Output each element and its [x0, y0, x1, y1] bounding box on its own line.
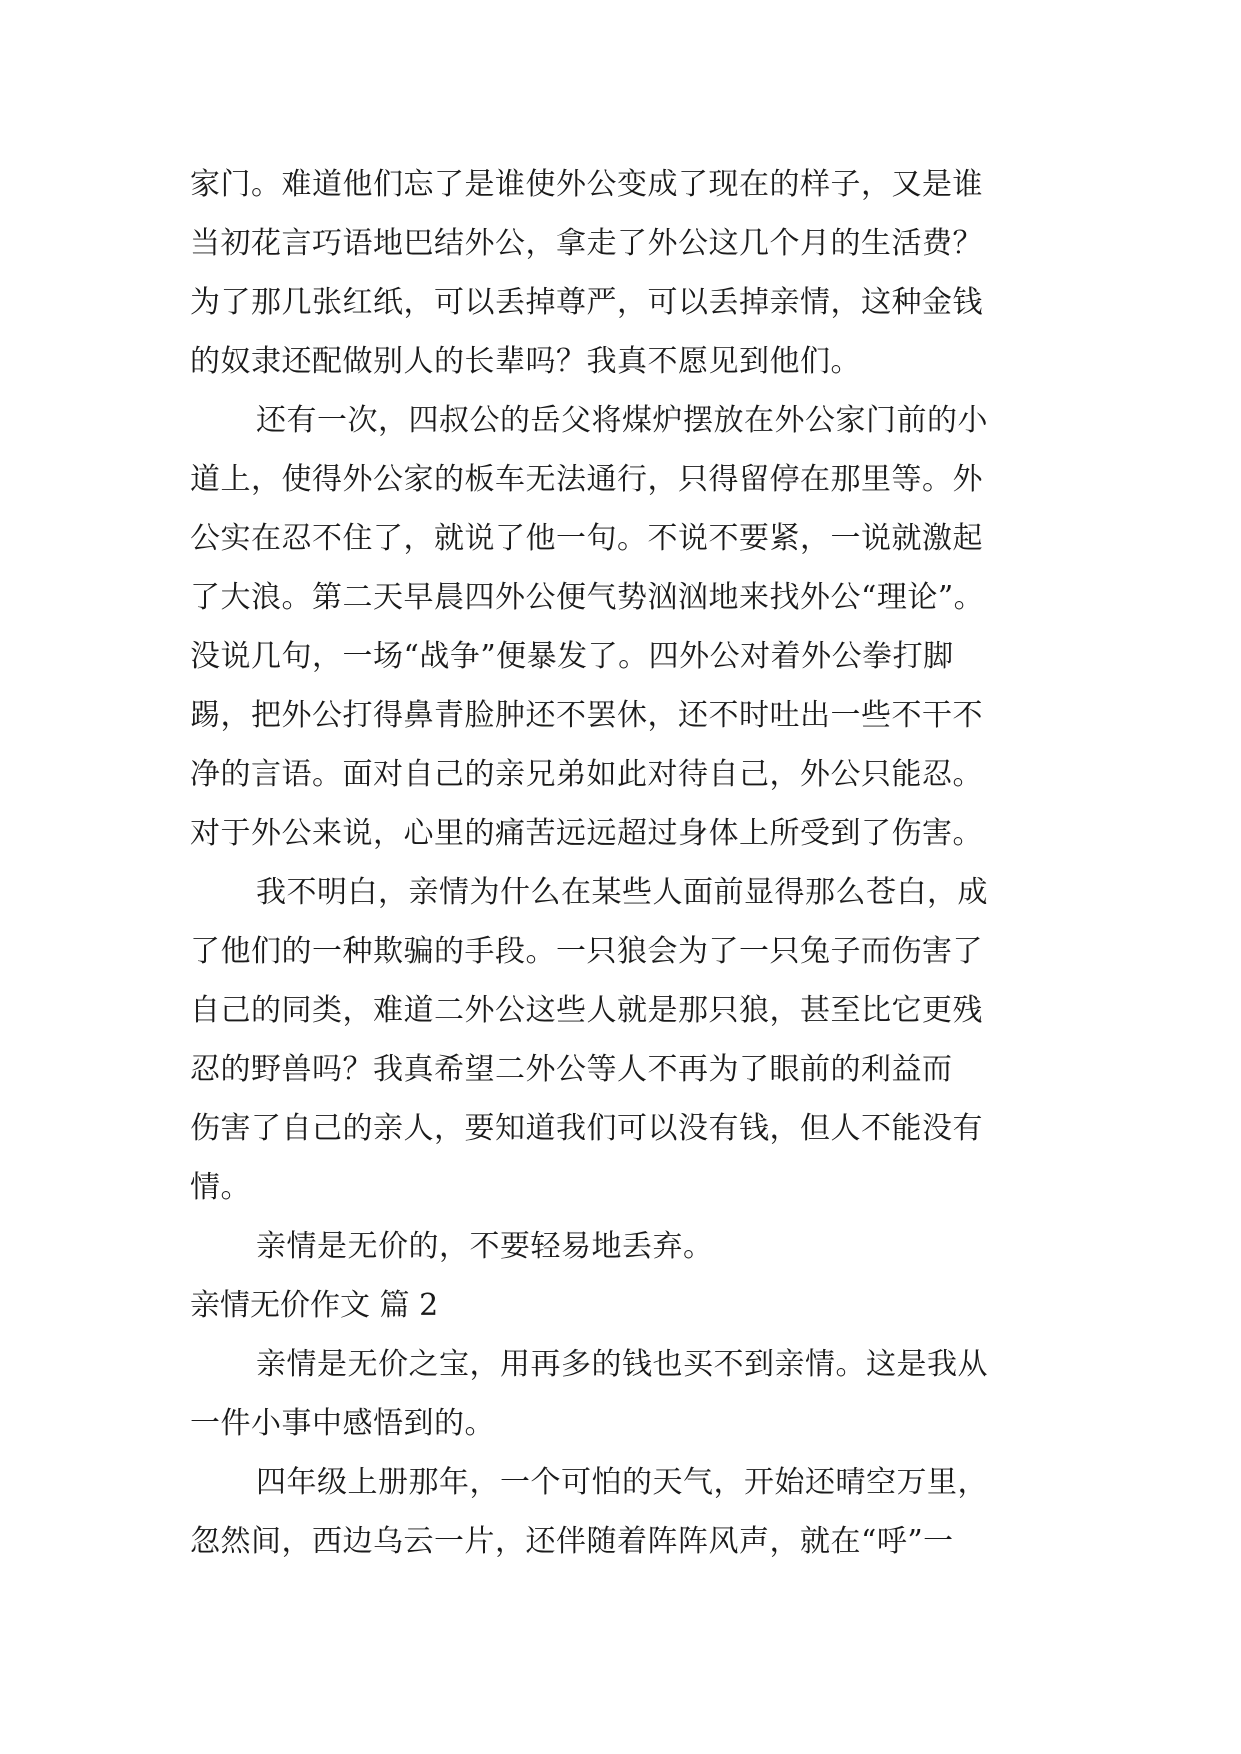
text-line: 道上，使得外公家的板车无法通行，只得留停在那里等。外 — [190, 462, 983, 497]
document-page — [190, 155, 1052, 1571]
text-line: 亲情是无价的，不要轻易地丢弃。 — [256, 1229, 714, 1264]
text-line: 忍的野兽吗？我真希望二外公等人不再为了眼前的利益而 — [190, 1052, 953, 1087]
text-line: 了他们的一种欺骗的手段。一只狼会为了一只兔子而伤害了 — [190, 934, 983, 969]
text-line: 对于外公来说，心里的痛苦远远超过身体上所受到了伤害。 — [190, 816, 983, 851]
text-line: 伤害了自己的亲人，要知道我们可以没有钱，但人不能没有 — [190, 1111, 983, 1146]
text-line: 一件小事中感悟到的。 — [190, 1406, 495, 1441]
paragraph-5 — [190, 1335, 1052, 1453]
paragraph-2 — [190, 391, 1052, 863]
text-line: 踢，把外公打得鼻青脸肿还不罢休，还不时吐出一些不干不 — [190, 698, 983, 733]
text-line: 了大浪。第二天早晨四外公便气势汹汹地来找外公“理论”。 — [190, 580, 985, 615]
text-line: 还有一次，四叔公的岳父将煤炉摆放在外公家门前的小 — [256, 403, 988, 438]
text-line: 为了那几张红纸，可以丢掉尊严，可以丢掉亲情，这种金钱 — [190, 285, 983, 320]
text-line: 净的言语。面对自己的亲兄弟如此对待自己，外公只能忍。 — [190, 757, 983, 792]
text-line: 四年级上册那年，一个可怕的天气，开始还晴空万里， — [256, 1465, 988, 1500]
text-line: 公实在忍不住了，就说了他一句。不说不要紧，一说就激起 — [190, 521, 983, 556]
text-line: 当初花言巧语地巴结外公，拿走了外公这几个月的生活费？ — [190, 226, 983, 261]
text-line: 忽然间，西边乌云一片，还伴随着阵阵风声，就在“呼”一 — [190, 1524, 954, 1559]
text-line: 没说几句，一场“战争”便暴发了。四外公对着外公拳打脚 — [190, 639, 954, 674]
text-line: 亲情是无价之宝，用再多的钱也买不到亲情。这是我从 — [256, 1347, 988, 1382]
section-heading: 亲情无价作文 篇 2 — [190, 1288, 439, 1323]
text-line: 家门。难道他们忘了是谁使外公变成了现在的样子，又是谁 — [190, 167, 983, 202]
paragraph-3 — [190, 863, 1052, 1217]
text-line: 我不明白，亲情为什么在某些人面前显得那么苍白，成 — [256, 875, 988, 910]
paragraph-1 — [190, 155, 1052, 391]
text-line: 情。 — [190, 1170, 251, 1205]
paragraph-4 — [190, 1217, 1052, 1276]
paragraph-6 — [190, 1453, 1052, 1571]
text-line: 的奴隶还配做别人的长辈吗？我真不愿见到他们。 — [190, 344, 861, 379]
text-line: 自己的同类，难道二外公这些人就是那只狼，甚至比它更残 — [190, 993, 983, 1028]
